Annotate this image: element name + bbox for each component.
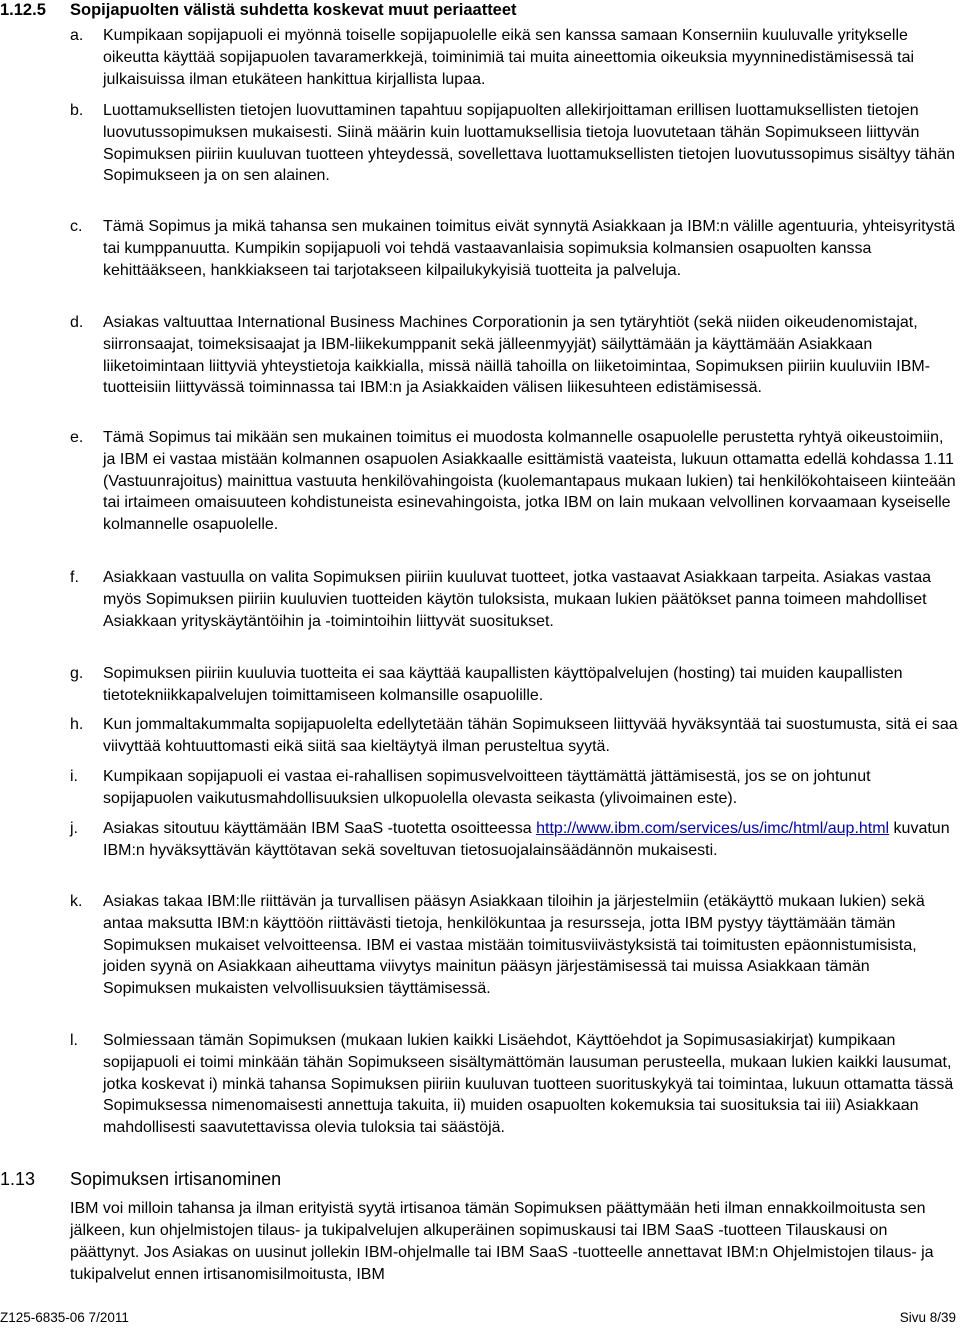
item-text: Asiakkaan vastuulla on valita Sopimuksen piiriin kuuluvat tuotteet, jotka vastaavat Asiakkaan tarpeita. Asiakas vastaa myös Sopimuksen piiriin kuuluvien tuotteiden käytön tuloksista, mukaan lukien päätökset panna toimeen mahdolliset Asiakkaan yrityskäytäntöihin ja -toimintoihin liittyvät suositukset. bbox=[103, 569, 932, 630]
item-text: Solmiessaan tämän Sopimuksen (mukaan lukien kaikki Lisäehdot, Käyttöehdot ja Sopimusasiakirjat) kumpikaan sopijapuoli ei toimi minkään tähän Sopimukseen sisältymättömän lausuman perusteella, mukaan lukien kaikki lausumat, jotka koskevat i) minkä tahansa Sopimuksen piiriin kuuluvan tuotteen suorituskykyä tai toimintaa, lukuun ottamatta tässä Sopimuksessa nimenomaisesti annettuja takuita, ii) muiden osapuolten kokemuksia tai suosituksia tai iii) Asiakkaan mahdollisesti saavutettavissa olevia tuloksia tai säästöjä. bbox=[103, 1032, 954, 1137]
section-heading-1-12-5 bbox=[0, 0, 517, 20]
item-text: Asiakas takaa IBM:lle riittävän ja turvallisen pääsyn Asiakkaan tiloihin ja järjestelmiin (etäkäyttö mukaan lukien) sekä antaa maksutta IBM:n käyttöön riittävästi tietoja, henkilökuntaa ja resursseja, jotta IBM pystyy täyttämään tämän Sopimuksen mukaiset velvoitteensa. IBM ei vastaa mistään toimitusviivästyksistä tai toimitusten epäonnistumisista, joiden syynä on Asiakkaan aiheuttama viivytys mainitun pääsyn järjestämisessä tai muissa Asiakkaan tämän Sopimuksen mukaisten velvollisuuksien täyttämisessä. bbox=[103, 893, 925, 998]
footer-page-number: Sivu 8/39 bbox=[899, 1310, 956, 1325]
section-title: Sopijapuolten välistä suhdetta koskevat muut periaatteet bbox=[70, 1, 517, 19]
item-letter: c. bbox=[70, 218, 83, 235]
list-item-d bbox=[70, 312, 960, 399]
list-item-c bbox=[70, 216, 960, 281]
item-text: Luottamuksellisten tietojen luovuttaminen tapahtuu sopijapuolten allekirjoittaman erillisen luottamuksellisten tietojen luovutussopimuksen mukaisesti. Siinä määrin kuin luottamuksellisia tietoja luovutetaan tähän Sopimukseen liittyvän Sopimuksen piiriin kuuluvan tuotteen yhteydessä, sovellettava luottamuksellisten tietojen luovutussopimus sisältyy tähän Sopimukseen ja on sen alainen. bbox=[103, 102, 956, 185]
footer-doc-id: Z125-6835-06 7/2011 bbox=[0, 1310, 129, 1325]
section-heading-1-13 bbox=[0, 1169, 281, 1189]
list-item-b bbox=[70, 100, 960, 187]
item-letter: g. bbox=[70, 665, 84, 682]
item-letter: h. bbox=[70, 716, 84, 733]
item-text-after-link: kuvatun IBM:n hyväksyttävän käyttötavan sekä soveltuvan tietosuojalainsäädännön mukaisesti. bbox=[103, 820, 950, 859]
item-letter: f. bbox=[70, 569, 79, 586]
item-text bbox=[103, 818, 960, 862]
list-item-e bbox=[70, 427, 960, 536]
list-item-g bbox=[70, 663, 960, 707]
item-letter: b. bbox=[70, 102, 84, 119]
item-text-before-link: Asiakas sitoutuu käyttämään IBM SaaS -tuotetta osoitteessa bbox=[103, 820, 537, 837]
item-letter: l. bbox=[70, 1032, 78, 1049]
item-text: Kumpikaan sopijapuoli ei myönnä toiselle sopijapuolelle eikä sen kanssa samaan Konserniin kuuluvalle yritykselle oikeutta käyttää sopijapuolen tavaramerkkejä, toiminimiä tai muita aineettomia oikeuksia myynninedistämisessä tai julkaisuissa ilman etukäteen hankittua kirjallista lupaa. bbox=[103, 27, 915, 88]
item-text: Sopimuksen piiriin kuuluvia tuotteita ei saa käyttää kaupallisten käyttöpalvelujen (hosting) tai muiden kaupallisten tietotekniikkapalvelujen toimittamiseen kolmansille osapuolille. bbox=[103, 665, 903, 704]
aup-link[interactable]: http://www.ibm.com/services/us/imc/html/aup.html bbox=[536, 820, 890, 837]
item-text: Kumpikaan sopijapuoli ei vastaa ei-rahallisen sopimusvelvoitteen täyttämättä jättämisestä, jos se on johtunut sopijapuolen vaikutusmahdollisuuksien ulkopuolella olevasta seikasta (ylivoimainen este). bbox=[103, 768, 871, 807]
list-item-l bbox=[70, 1030, 960, 1139]
list-item-j bbox=[70, 818, 960, 862]
list-item-f bbox=[70, 567, 960, 632]
item-text: Kun jommaltakummalta sopijapuolelta edellytetään tähän Sopimukseen liittyvää hyväksyntää tai suostumusta, sitä ei saa viivyttää kohtuuttomasti eikä siitä saa kieltäytyä ilman perusteltua syytä. bbox=[103, 716, 958, 755]
item-letter: d. bbox=[70, 314, 84, 331]
item-letter: k. bbox=[70, 893, 83, 910]
section-title: Sopimuksen irtisanominen bbox=[70, 1169, 282, 1189]
item-text: Tämä Sopimus tai mikään sen mukainen toimitus ei muodosta kolmannelle osapuolelle perustetta ryhtyä oikeustoimiin, ja IBM ei vastaa mistään kolmannen osapuolen Asiakkaalle esittämistä vaateista, lukuun ottamatta edellä kohdassa 1.11 (Vastuunrajoitus) mainittua vastuuta henkilövahingoista (kuolemantapaus mukaan lukien) tai henkilökohtaiseen kiinteään tai irtaimeen omaisuuteen kohdistuneista esinevahingoista, jotka IBM on lain mukaan velvollinen korvaamaan kyseiselle kolmannelle osapuolelle. bbox=[103, 429, 956, 534]
item-text: Asiakas valtuuttaa International Business Machines Corporationin ja sen tytäryhtiöt (sekä niiden oikeudenomistajat, siirronsaajat, toimeksisaajat ja IBM-liikekumppanit sekä jälleenmyyjät) säilyttämään ja käyttämään Asiakkaan liiketoimintaan liittyviä yhteystietoja kaikkialla, missä näillä tahoilla on liiketoimintaa, Sopimuksen piiriin kuuluviin IBM-tuotteisiin liittyvässä toiminnassa tai IBM:n ja Asiakkaiden välisen liikesuhteen edistämisessä. bbox=[103, 314, 931, 397]
list-item-k bbox=[70, 891, 960, 1000]
item-letter: a. bbox=[70, 27, 84, 44]
list-item-a bbox=[70, 25, 960, 90]
item-letter: e. bbox=[70, 429, 84, 446]
section-number: 1.12.5 bbox=[0, 1, 46, 19]
list-item-i bbox=[70, 766, 960, 810]
section-number: 1.13 bbox=[0, 1169, 36, 1189]
list-item-h bbox=[70, 714, 960, 758]
item-letter: i. bbox=[70, 768, 78, 785]
item-letter: j. bbox=[70, 820, 78, 837]
section-1-13-paragraph: IBM voi milloin tahansa ja ilman erityistä syytä irtisanoa tämän Sopimuksen päättymään heti ilman ennakkoilmoitusta sen jälkeen, kun ohjelmistojen tilaus- ja tukipalvelujen alkuperäinen sopimuskausi tai IBM SaaS -tuotteen Tilauskausi on päättynyt. Jos Asiakas on uusinut jollekin IBM-ohjelmalle tai IBM SaaS -tuotteelle annettavat IBM:n Ohjelmistojen tilaus- ja tukipalvelut ennen irtisanomisilmoitusta, IBM bbox=[70, 1200, 934, 1283]
item-text: Tämä Sopimus ja mikä tahansa sen mukainen toimitus eivät synnytä Asiakkaan ja IBM:n välille agentuuria, yhteisyritystä tai kumppanuutta. Kumpikin sopijapuoli voi tehdä vastaavanlaisia sopimuksia kolmansien osapuolten kanssa kehittääkseen, hankkiakseen tai tarjotakseen kilpailukykyisiä tuotteita ja palveluja. bbox=[103, 218, 955, 279]
